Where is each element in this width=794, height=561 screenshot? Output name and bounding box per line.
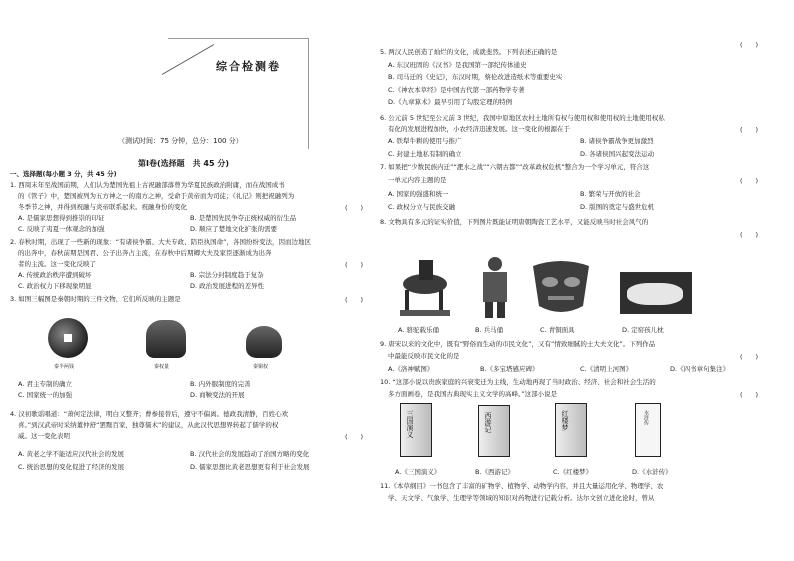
section-heading: 第Ⅰ卷(选择题 共 45 分) [138, 159, 229, 168]
q1-option-c: C. 反映了夷夏一体观念的加强 [18, 225, 105, 233]
porcelain-pillow-image [620, 272, 692, 314]
q6-line: 6. 公元前 5 世纪至公元前 3 世纪，我国中原地区农村土地所有权与使用权和使用权的土地使用权私 [380, 114, 665, 122]
q1-line: 的《管子》中，楚国被列为五方神之一的南方之神，受命于黄帝而为司徒；《礼记》则把祝融列为 [18, 192, 295, 200]
q1-option-a: A. 是儒家思想得到推崇的印证 [18, 214, 105, 222]
book-cover-image [555, 403, 587, 457]
answer-paren: ( ) [740, 126, 759, 134]
q6-option-b: B. 诸侯争霸战争更加激烈 [580, 137, 654, 145]
image-caption: 秦铜权 [253, 364, 269, 370]
book-cover-image [400, 403, 432, 457]
q7-option-b: B. 繁荣与开放的社会 [580, 190, 641, 198]
exam-time: （测试时间：75 分钟，总分：100 分） [118, 137, 243, 145]
book-cover-image [478, 405, 510, 457]
q3-option-d: D. 商鞅变法的开展 [190, 391, 245, 399]
camel-figurine-image [395, 250, 455, 318]
q7-line: 一单元内容主题的是 [388, 176, 447, 184]
answer-paren: ( ) [740, 41, 759, 49]
q2-line: 2. 春秋时期，出现了一些新的现象：“有诸侯争霸、大夫专政、陪臣执国命”，各国纷纷变法，因而边地区 [10, 238, 312, 246]
q4-option-a: A. 黄老之学不能适应汉代社会的发展 [18, 450, 124, 458]
q4-option-c: C. 统治思想的变化促进了经济的发展 [18, 463, 125, 471]
bronze-mask-image [528, 256, 594, 318]
q6-option-c: C. 封建土地私有制的确立 [388, 150, 462, 158]
q8-option-c: C. 青铜面具 [540, 326, 575, 334]
answer-paren: ( ) [345, 204, 364, 212]
image-caption: 秦半两钱 [54, 364, 75, 370]
q5-option-d: D.《九章算术》最早引用了勾股定理的特例 [388, 98, 513, 106]
part-heading: 一、选择题(每小题 3 分，共 45 分) [10, 170, 117, 178]
q1-line: 冬季节之神，并得到祝融与炎帝联系起来。祝融身份的变化 [18, 203, 187, 211]
q9-option-d: D.《四书章句集注》 [670, 365, 730, 373]
image-caption: 秦权量 [154, 364, 170, 370]
answer-paren: ( ) [740, 177, 759, 185]
q9-option-b: B.《多宝塔感应碑》 [480, 365, 539, 373]
q8-option-a: A. 骆驼载乐俑 [398, 326, 439, 334]
exam-title: 综合检测卷 [216, 60, 281, 73]
q2-option-c: C. 政治权力下移现象明显 [18, 282, 92, 290]
answer-paren: ( ) [740, 391, 759, 399]
q1-option-b: B. 是楚国先民争夺正统权威的衍生品 [190, 214, 297, 222]
q2-line: 者的主流。这一变化反映了 [18, 260, 96, 268]
answer-paren: ( ) [740, 231, 759, 239]
q5-option-a: A. 东汉班固的《汉书》是我国第一部纪传体通史 [388, 61, 527, 69]
q3-option-a: A. 君主专制的确立 [18, 380, 72, 388]
q11-line: 学、天文学、气象学、生理学等领域的知识对药物进行记载分析。达尔文创立进化论时，曾从 [388, 494, 655, 502]
answer-paren: ( ) [345, 433, 364, 441]
q10-option-c: C.《红楼梦》 [553, 468, 593, 476]
q6-option-a: A. 铁犁牛耕的使用与推广 [388, 137, 462, 145]
q4-line: 喜。”到汉武帝时采纳董仲舒“罢黜百家，独尊儒术”的建议，从此汉代思想界转起了儒学的权 [18, 421, 279, 429]
q7-option-d: D. 版图的奠定与盛世危机 [580, 203, 655, 211]
answer-paren: ( ) [740, 353, 759, 361]
q4-line: 4. 汉初歌谣唱道：“萧何定法律，明白又整齐；曹参接替后，遵守不偏离。德政我清静，百姓心欢 [10, 410, 289, 418]
q3-option-c: C. 国家统一的加强 [18, 391, 73, 399]
book-cover-title: 红楼梦 [561, 410, 569, 431]
q3-line: 3. 如图三幅图是秦朝时期的三件文物，它们所反映的主题是 [10, 295, 181, 303]
q8-line: 8. 文物具有多元的证实价值，下列图片既能证明唐朝陶瓷工艺水平，又能反映当时社会风气的 [380, 218, 649, 226]
q7-option-c: C. 政权分立与民族交融 [388, 203, 456, 211]
q5-option-c: C.《神农本草经》是中国古代第一部药物学专著 [388, 86, 525, 94]
q4-option-d: D. 儒家思想比黄老思想更有利于社会发展 [190, 463, 310, 471]
q10-option-b: B.《西游记》 [475, 468, 515, 476]
q2-option-d: D. 政治发展进程的差异性 [190, 282, 265, 290]
q4-line: 威。这一变化表明 [18, 432, 70, 440]
answer-paren: ( ) [345, 261, 364, 269]
weight-image [146, 320, 186, 358]
answer-paren: ( ) [345, 296, 364, 304]
q9-line: 9. 唐宋以来的文化中，既有“野俗而生动的市民文化”，又有“情致细腻的士大夫文化”。下列作品 [380, 340, 656, 348]
q1-line: 1. 西周末年至战国前期，人们认为楚国先祖上古祝融部落曾为华夏民族政治附庸，而在战国成书 [10, 181, 285, 189]
q5-line: 5. 两汉人民创造了灿烂的文化，成就斐然。下列表述正确的是 [380, 48, 558, 56]
q6-line: 有化的发展进程加快，小农经济迅速发展。这一变化的根源在于 [388, 125, 570, 133]
q6-option-d: D. 各诸侯国兴起变法运动 [580, 150, 655, 158]
bronze-weight-image [246, 326, 282, 358]
q9-option-a: A.《洛神赋图》 [388, 365, 434, 373]
q7-option-a: A. 国家的强盛和统一 [388, 190, 449, 198]
book-cover-image [635, 403, 661, 457]
q1-option-d: D. 顺应了楚地文化扩张的需要 [190, 225, 278, 233]
book-cover-title: 西游记 [484, 412, 492, 433]
title-frame [168, 38, 309, 149]
coin-image [48, 318, 88, 358]
book-cover-title: 水浒传 [643, 410, 649, 425]
q10-line: 多方面画卷，是我国古典现实主义文学的高峰。”这部小说是 [388, 390, 558, 398]
q2-option-a: A. 传统政治秩序遭到破坏 [18, 271, 92, 279]
book-cover-title: 三国演义 [406, 410, 414, 438]
q9-option-c: C.《清明上河图》 [580, 365, 633, 373]
q10-line: 10. “这部小说以贵族家庭的兴衰变迁为主线，生动地再现了当时政治、经济、社会和社会生活的 [380, 378, 656, 386]
terracotta-warrior-image [475, 254, 515, 320]
q2-line: 的出奔中，春秋前期是国君、公子出奔占主流，在春秋中后期卿大夫及家臣逐渐成为出奔 [18, 249, 272, 257]
q10-option-a: A.《三国演义》 [395, 468, 441, 476]
q3-option-b: B. 内外服制度的完善 [190, 380, 251, 388]
q7-line: 7. 如果把“少数民族内迁”“淝水之战”“六朝古都”“改革政权危机”整合为一个学习单元，符合这 [380, 163, 650, 171]
q11-line: 11.《本草纲目》一书包含了丰富的矿物学、植物学、动物学内容，并且大量运用化学、物理学、农 [380, 482, 664, 490]
q10-option-d: D.《水浒传》 [632, 468, 672, 476]
q5-option-b: B. 司马迁的《史记》，东汉时期，蔡伦改进造纸术等重要史实 [388, 73, 563, 81]
q9-line: 中最能反映市民文化的是 [388, 352, 460, 360]
q8-option-d: D. 定窑孩儿枕 [622, 326, 664, 334]
q8-option-b: B. 兵马俑 [475, 326, 504, 334]
q4-option-b: B. 汉代社会的发展趋动了治国方略的变化 [190, 450, 310, 458]
q2-option-b: B. 宗法分封制度趋于复杂 [190, 271, 264, 279]
